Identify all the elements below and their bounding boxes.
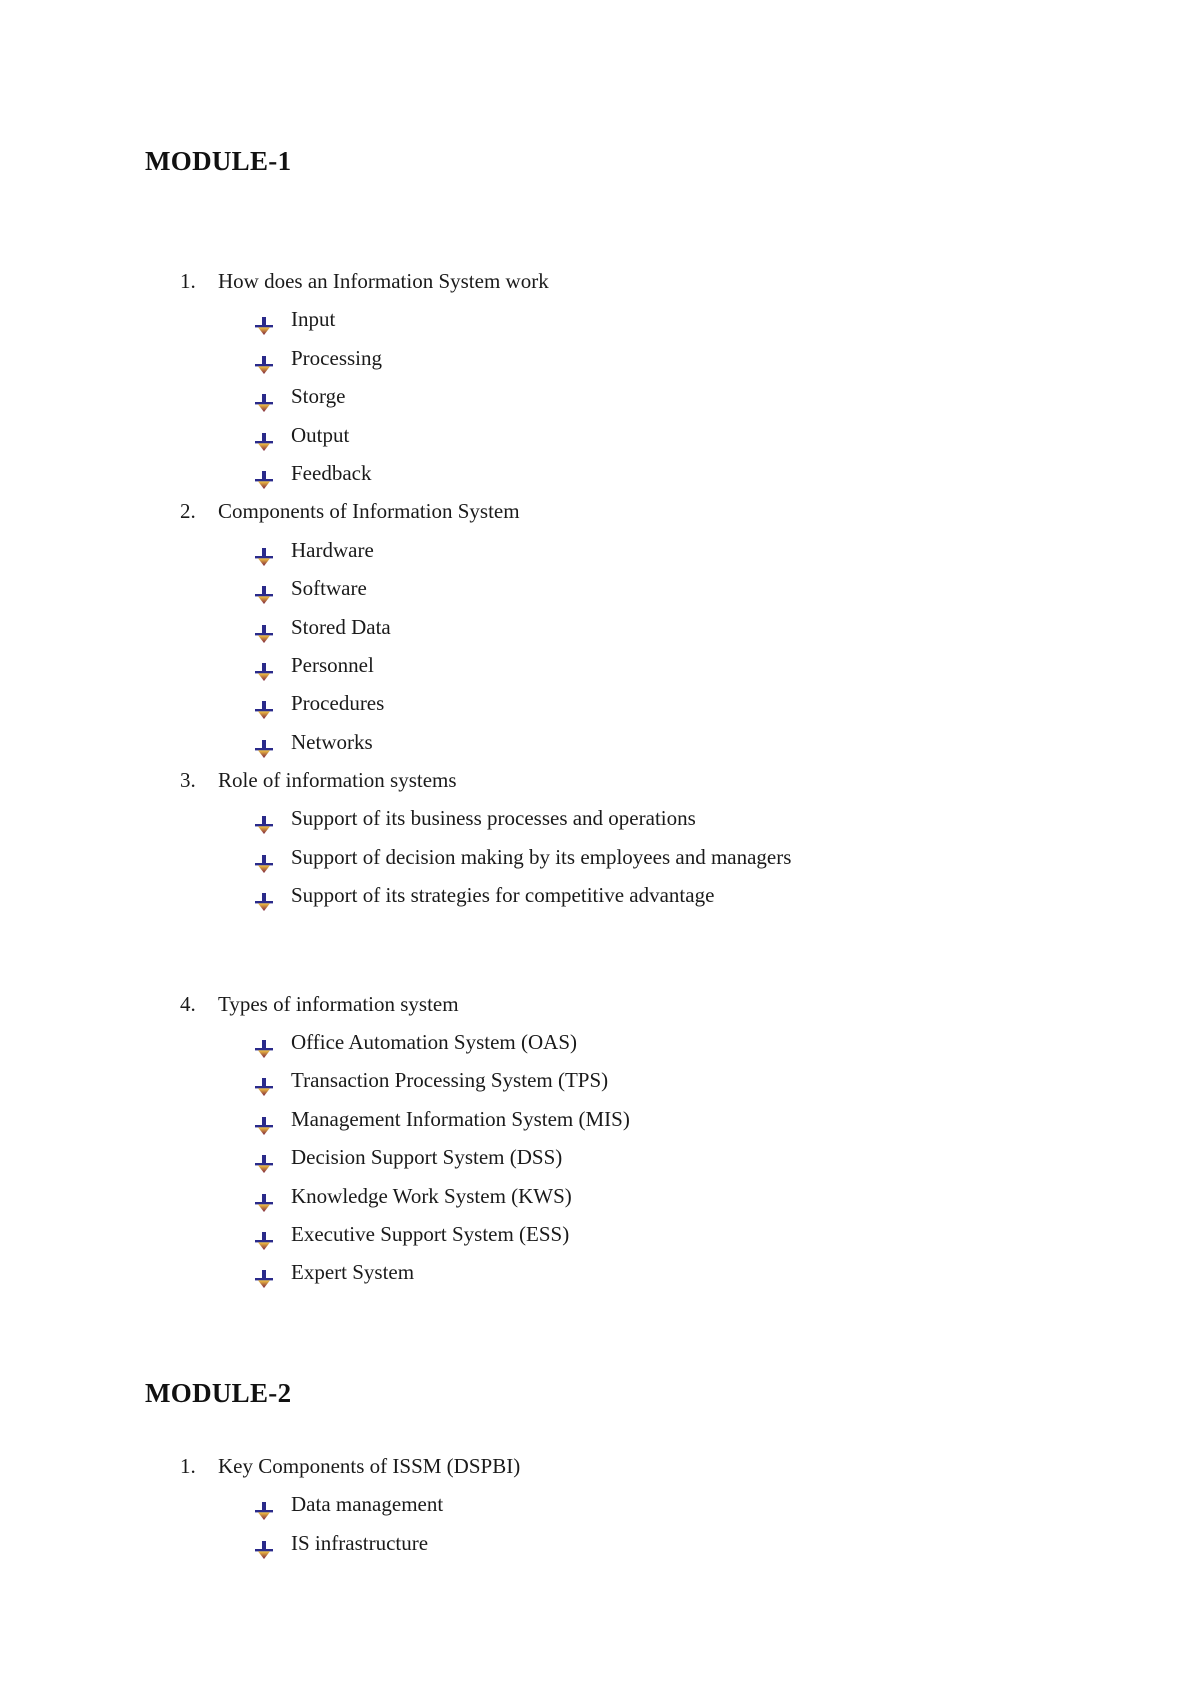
list-item	[0, 454, 1200, 492]
topic-number: 1.	[180, 1454, 196, 1478]
topic-number: 3.	[180, 768, 196, 793]
subitem-list	[0, 1485, 1200, 1562]
list-item	[0, 1023, 1200, 1061]
list-item	[0, 1253, 1200, 1291]
arrow-bullet-icon	[254, 886, 274, 906]
arrow-bullet-icon	[254, 848, 274, 868]
arrow-bullet-icon	[254, 1110, 274, 1130]
arrow-bullet-icon	[254, 1225, 274, 1245]
list-item	[0, 876, 1200, 914]
list-item	[0, 377, 1200, 415]
arrow-bullet-icon	[254, 426, 274, 446]
topic-title: Role of information systems	[218, 768, 457, 793]
list-item-text: Feedback	[291, 460, 372, 485]
arrow-bullet-icon	[254, 464, 274, 484]
arrow-bullet-icon	[254, 1071, 274, 1091]
topic-item	[0, 761, 1200, 915]
topic-item	[0, 985, 1200, 1292]
list-item	[0, 531, 1200, 569]
list-item-text: Management Information System (MIS)	[291, 1106, 630, 1131]
list-item-text: Storge	[291, 384, 346, 409]
arrow-bullet-icon	[254, 310, 274, 330]
list-item	[0, 1485, 1200, 1523]
subitem-list	[0, 531, 1200, 761]
subitem-list	[0, 799, 1200, 914]
list-item-text: Procedures	[291, 691, 385, 716]
list-item-text: Knowledge Work System (KWS)	[291, 1183, 572, 1208]
list-item	[0, 1061, 1200, 1099]
topic-title: How does an Information System work	[218, 269, 549, 293]
arrow-bullet-icon	[254, 349, 274, 369]
topic-item	[0, 492, 1200, 761]
arrow-bullet-icon	[254, 541, 274, 561]
module-heading: MODULE-1	[145, 146, 292, 176]
list-item-text: Transaction Processing System (TPS)	[291, 1068, 609, 1093]
list-item	[0, 608, 1200, 646]
list-item-text: Networks	[291, 729, 373, 754]
list-item-text: Support of its strategies for competitive advantage	[291, 883, 715, 908]
list-item-text: Personnel	[291, 652, 374, 677]
topic-list	[0, 1447, 1200, 1562]
topic-list	[0, 262, 1200, 1292]
arrow-bullet-icon	[254, 387, 274, 407]
arrow-bullet-icon	[254, 809, 274, 829]
module-heading: MODULE-2	[145, 1378, 292, 1408]
topic-number: 1.	[180, 269, 196, 293]
arrow-bullet-icon	[254, 1148, 274, 1168]
arrow-bullet-icon	[254, 618, 274, 638]
list-item-text: IS infrastructure	[291, 1530, 429, 1555]
list-item-text: Stored Data	[291, 614, 391, 639]
list-item-text: Input	[291, 307, 336, 332]
list-item	[0, 569, 1200, 607]
list-item	[0, 1215, 1200, 1253]
list-item-text: Software	[291, 576, 367, 601]
list-item-text: Office Automation System (OAS)	[291, 1030, 578, 1055]
topic-item	[0, 1447, 1200, 1562]
arrow-bullet-icon	[254, 656, 274, 676]
list-item	[0, 799, 1200, 837]
topic-title: Key Components of ISSM (DSPBI)	[218, 1454, 521, 1478]
arrow-bullet-icon	[254, 1495, 274, 1515]
list-item-text: Processing	[291, 345, 382, 370]
list-item	[0, 838, 1200, 876]
list-item-text: Support of decision making by its employees and managers	[291, 844, 792, 869]
list-item	[0, 1100, 1200, 1138]
list-item	[0, 646, 1200, 684]
arrow-bullet-icon	[254, 1534, 274, 1554]
list-item-text: Support of its business processes and operations	[291, 806, 696, 831]
list-item-text: Output	[291, 422, 350, 447]
arrow-bullet-icon	[254, 579, 274, 599]
list-item	[0, 416, 1200, 454]
list-item	[0, 1138, 1200, 1176]
topic-title: Components of Information System	[218, 499, 520, 524]
list-item	[0, 1177, 1200, 1215]
subitem-list	[0, 1023, 1200, 1292]
list-item	[0, 339, 1200, 377]
list-item-text: Expert System	[291, 1260, 415, 1285]
topic-number: 2.	[180, 499, 196, 524]
arrow-bullet-icon	[254, 1263, 274, 1283]
topic-item	[0, 262, 1200, 492]
list-item	[0, 1524, 1200, 1562]
list-item	[0, 684, 1200, 722]
list-item	[0, 300, 1200, 338]
list-item-text: Executive Support System (ESS)	[291, 1221, 570, 1246]
list-item-text: Decision Support System (DSS)	[291, 1145, 563, 1170]
arrow-bullet-icon	[254, 694, 274, 714]
list-item	[0, 723, 1200, 761]
arrow-bullet-icon	[254, 1033, 274, 1053]
topic-title: Types of information system	[218, 991, 459, 1016]
list-item-text: Hardware	[291, 537, 374, 562]
topic-number: 4.	[180, 991, 196, 1016]
subitem-list	[0, 300, 1200, 492]
arrow-bullet-icon	[254, 733, 274, 753]
list-item-text: Data management	[291, 1492, 444, 1517]
arrow-bullet-icon	[254, 1187, 274, 1207]
